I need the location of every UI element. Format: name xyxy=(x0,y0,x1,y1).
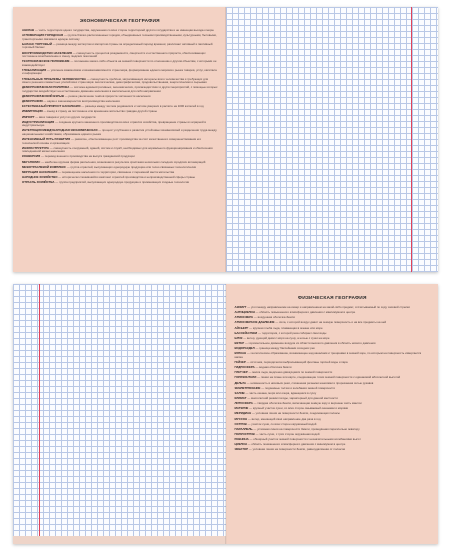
entry-definition: — граница между бассейнами соседних рек xyxy=(255,346,315,351)
entry-definition: — въезд в страну на постоянное или временное жительство граждан другой страны xyxy=(43,109,157,114)
entry-term: ГЕОГРАФИЧЕСКОЕ ПОЛОЖЕНИЕ xyxy=(22,59,70,64)
entry-definition: — разница между числом родившихся и числом умерших в расчёте на 1000 жителей в год xyxy=(81,104,204,109)
entry-definition: — водная оболочка Земли xyxy=(255,365,292,370)
list-item xyxy=(235,376,431,380)
entry-definition: — наука о закономерностях воспроизводства населения xyxy=(43,99,120,104)
entry-definition: — угол между направлением на север и направлением на какой-либо предмет, отсчитываемый по ходу часовой стрелки xyxy=(247,305,410,309)
entry-term: МЕРИДИАН xyxy=(234,411,252,416)
margin-line xyxy=(411,7,412,272)
entry-term: ВОДОРАЗДЕЛ xyxy=(234,346,255,351)
entry-definition: — разница между экспортом и импортом страны за определённый период времени; различают активный и пассивный торговый баланс xyxy=(22,41,213,50)
list-item xyxy=(235,337,431,341)
notebook-spread-bottom xyxy=(13,284,438,544)
entry-term: ПОЛУОСТРОВ xyxy=(234,431,255,436)
list-item xyxy=(235,397,431,401)
list-item xyxy=(22,129,218,136)
entry-definition: — линии на плане или карте, соединяющие точки земной поверхности с одинаковой абсолютной высотой xyxy=(257,375,401,380)
entry-definition: — группа предприятий, выпускающих однородную продукцию и применяющих сходные технологии xyxy=(55,180,190,185)
list-item xyxy=(235,321,431,325)
list-item xyxy=(22,60,218,67)
cover-edge xyxy=(13,536,226,544)
list-item xyxy=(235,347,431,351)
entry-term: АНКЛАВ xyxy=(22,28,35,32)
entry-definition: — перевод военного производства на выпуск гражданской продукции xyxy=(41,154,135,159)
entry-definition: — группа близко расположенных городов, объединённых тесными производственными, культурными, бытовыми, транспортными связями в единую систему xyxy=(22,33,217,41)
list-item xyxy=(235,306,431,310)
entry-term: КОНВЕРСИЯ xyxy=(22,154,41,159)
list-item xyxy=(22,86,218,93)
entry-term: БАССЕЙН РЕКИ xyxy=(234,330,258,335)
entry-list xyxy=(235,306,431,452)
entry-term: МЕЖОТРАСЛЕВОЙ КОМПЛЕКС xyxy=(22,164,66,169)
list-item xyxy=(22,29,218,33)
margin-line xyxy=(39,284,40,544)
list-item xyxy=(22,78,218,85)
entry-definition: — часть суши, с трёх сторон окружённая водой xyxy=(255,431,320,436)
grid-page xyxy=(13,284,226,544)
entry-term: ДЕЛЬТА xyxy=(234,380,246,385)
entry-term: РАВНИНА xyxy=(234,437,249,442)
entry-definition: — многолетний режим погоды, характерный для данной местности xyxy=(247,395,338,400)
spine-shadow xyxy=(225,284,227,544)
entry-definition: — крупный участок суши, со всех сторон омываемый океанами и морями xyxy=(249,406,349,411)
entry-definition: — система административных, экономических, пропагандистских и других мероприятий, с помощью которых государство воздействует на естественное движение населения в желательном для себя направлении xyxy=(22,85,218,93)
list-item xyxy=(22,52,218,59)
list-item xyxy=(235,418,431,422)
entry-definition: — развитие, обеспечивающее рост производства за счёт качественного совершенствования его технической основы и организации xyxy=(22,137,202,145)
entry-term: КЛИМАТ xyxy=(234,395,247,400)
list-item xyxy=(22,121,218,128)
entry-definition: — ввоз товаров и услуг из других государств xyxy=(35,114,96,119)
entry-definition: — ветер, меняющий своё направление два раза в год xyxy=(247,416,321,421)
list-item xyxy=(235,332,431,336)
list-item xyxy=(235,412,431,416)
entry-definition: — процесс углубления и развития устойчивых взаимосвязей и разделения труда между национальными хозяйствами, образование единого рынка xyxy=(22,128,217,136)
page-title: ЭКОНОМИЧЕСКАЯ ГЕОГРАФИЯ xyxy=(79,19,160,24)
list-item xyxy=(22,138,218,145)
info-content xyxy=(22,19,218,186)
entry-term: ЗЕМЛЕТРЯСЕНИЕ xyxy=(234,385,261,390)
entry-term: НАРОДНОЕ ХОЗЯЙСТВО xyxy=(22,174,58,179)
entry-term: ЛИТОСФЕРА xyxy=(234,401,253,406)
list-item xyxy=(22,181,218,185)
list-item xyxy=(235,316,431,320)
list-item xyxy=(22,69,218,76)
entry-definition: — горизонтальное движение воздуха из области высокого давления в область низкого давления xyxy=(244,340,376,345)
entry-term: МИГРАЦИЯ НАСЕЛЕНИЯ xyxy=(22,169,58,174)
entry-term: ОСТРОВ xyxy=(234,421,247,426)
entry-term: ИНТЕНСИВНЫЙ ПУТЬ РАЗВИТИЯ xyxy=(22,137,71,142)
entry-definition: — совокупность сооружений, зданий, систем и служб, необходимых для нормального функционирования и обеспечения повседневной жизни населения xyxy=(22,145,213,154)
entry-definition: — область повышенного атмосферного давления с максимумом в центре xyxy=(255,310,356,315)
entry-term: ОТРАСЛЬ ХОЗЯЙСТВА xyxy=(22,180,55,185)
entry-definition: — ветер, дующий днём с моря на сушу, а ночью с суши на море xyxy=(243,335,330,340)
entry-term: ДЕМОГРАФИЧЕСКИЙ ВЗРЫВ xyxy=(22,93,64,98)
entry-term: АЗИМУТ xyxy=(234,305,247,309)
list-item xyxy=(235,448,431,452)
entry-term: БАЛАНС ТОРГОВЫЙ xyxy=(22,41,52,46)
entry-term: АНТИЦИКЛОН xyxy=(234,310,255,315)
entry-definition: — подземные толчки и колебания земной поверхности xyxy=(261,385,336,390)
spine-shadow xyxy=(225,7,227,272)
entry-term: ГОРИЗОНТАЛИ xyxy=(234,375,257,380)
entry-definition: — условная линия на поверхности Земли, проведённая параллельно экватору xyxy=(253,426,360,431)
entry-term: ПАРАЛЛЕЛЬ xyxy=(234,426,253,431)
list-item xyxy=(235,371,431,375)
entry-definition: — совокупность процессов рождаемости, смертности и естественного прироста, обеспечивающих постоянное возобновление и смену людских поколений xyxy=(22,50,206,59)
entry-term: АТМОСФЕРНОЕ ДАВЛЕНИЕ xyxy=(234,320,275,325)
list-item xyxy=(235,392,431,396)
list-item xyxy=(235,342,431,346)
entry-definition: — участок суши, со всех сторон окружённый водой xyxy=(247,421,317,426)
entry-definition: — группа отраслей, выпускающих однородную продукцию или тесно связанных технологически xyxy=(66,164,197,169)
entry-term: МАТЕРИК xyxy=(234,406,249,411)
entry-definition: — низменность в низовьях реки, сложенная речными наносами и прорезанная сетью рукавов xyxy=(246,380,374,385)
list-item xyxy=(235,361,431,365)
entry-definition: — усиление взаимосвязи и взаимозависимости стран мира, формирование единого мирового рынка товаров, услуг, капитала и информации xyxy=(22,67,217,76)
entry-term: АЙСБЕРГ xyxy=(234,325,249,330)
entry-definition: — крупная глыба льда, плавающая в океане или море xyxy=(249,325,323,330)
list-item xyxy=(235,382,431,386)
entry-term: ГЛОБАЛИЗАЦИЯ xyxy=(22,67,47,72)
entry-term: ЗАЛИВ xyxy=(234,390,245,395)
entry-term: ИММИГРАЦИЯ xyxy=(22,109,43,114)
list-item xyxy=(22,110,218,114)
list-item xyxy=(22,43,218,50)
entry-term: ГЛЕТЧЕР xyxy=(234,370,248,375)
entry-term: БРИЗ xyxy=(234,335,243,340)
entry-definition: — источник, периодически выбрасывающий фонтаны горячей воды и пара xyxy=(246,359,348,364)
entry-term: ВОСПРОИЗВОДСТВО НАСЕЛЕНИЯ xyxy=(22,50,72,55)
entry-term: ИМПОРТ xyxy=(22,114,35,119)
notebook-spread-top xyxy=(13,7,438,272)
entry-definition: — твёрдая оболочка Земли, включающая земную кору и верхнюю часть мантии xyxy=(253,401,362,406)
entry-definition: — территория, с которой река собирает свои воды xyxy=(258,330,327,335)
entry-definition: — исторически сложившийся комплекс отраслей производства и непроизводственной сферы страны xyxy=(58,174,195,179)
list-item xyxy=(235,423,431,427)
list-item xyxy=(235,428,431,432)
list-item xyxy=(22,100,218,104)
entry-definition: — обширный участок земной поверхности с незначительными колебаниями высот xyxy=(249,437,361,442)
grid-page xyxy=(226,7,439,272)
entry-definition: — условная линия на поверхности Земли, соединяющая полюсы xyxy=(251,411,340,416)
entry-list xyxy=(22,29,218,185)
list-item xyxy=(235,387,431,391)
entry-definition: — резкое увеличение темпов прироста численности населения xyxy=(64,93,151,98)
list-item xyxy=(22,34,218,41)
entry-definition: — перемещение населения по территории, связанное с переменой места жительства xyxy=(58,169,175,174)
list-item xyxy=(22,176,218,180)
entry-term: ЭКВАТОР xyxy=(234,447,249,452)
list-item xyxy=(235,402,431,406)
list-item xyxy=(235,327,431,331)
entry-definition: — часть океана, моря или озера, вдающаяся в сушу xyxy=(245,390,317,395)
list-item xyxy=(235,366,431,370)
list-item xyxy=(22,155,218,159)
entry-term: ИНТЕГРАЦИЯ МЕЖДУНАРОДНАЯ ЭКОНОМИЧЕСКАЯ xyxy=(22,128,98,133)
list-item xyxy=(235,311,431,315)
entry-definition: — сила, с которой воздух давит на земную поверхность и на все предметы на ней xyxy=(275,320,387,325)
list-item xyxy=(22,166,218,170)
info-page-economic-geography xyxy=(13,7,226,272)
page-title: ФИЗИЧЕСКАЯ ГЕОГРАФИЯ xyxy=(297,296,367,301)
entry-term: МУССОН xyxy=(234,416,248,421)
entry-term: ГЛОБАЛЬНЫЕ ПРОБЛЕМЫ ЧЕЛОВЕЧЕСТВА xyxy=(22,76,86,81)
entry-definition: — совокупность проблем, затрагивающих интересы всего человечества и требующих для своего решения совместных усилий всех стран мира: экологическая, демографическая, продовольственная, энергетическая и сырьевая xyxy=(22,76,209,85)
list-item xyxy=(235,407,431,411)
entry-term: ГЕЙЗЕР xyxy=(234,359,246,364)
list-item xyxy=(22,171,218,175)
entry-definition: — геологическое образование, возникающее над каналами и трещинами в земной коре, по которым на поверхность извергается магма xyxy=(234,351,422,359)
entry-term: АТМОСФЕРА xyxy=(234,315,254,320)
entry-term: ВЕТЕР xyxy=(234,340,245,345)
entry-term: ВУЛКАН xyxy=(234,351,247,356)
info-page-physical-geography xyxy=(226,284,439,544)
entry-term: ДЕМОГРАФИЯ xyxy=(22,99,43,104)
entry-term: ИНФРАСТРУКТУРА xyxy=(22,145,49,150)
list-item xyxy=(235,433,431,437)
entry-term: ЕСТЕСТВЕННЫЙ ПРИРОСТ НАСЕЛЕНИЯ xyxy=(22,104,81,109)
entry-term: ДЕМОГРАФИЧЕСКАЯ ПОЛИТИКА xyxy=(22,85,70,90)
entry-definition: — область пониженного атмосферного давления с минимумом в центре xyxy=(247,442,346,447)
list-item xyxy=(22,161,218,165)
list-item xyxy=(22,147,218,154)
entry-term: ГИДРОСФЕРА xyxy=(234,365,255,370)
list-item xyxy=(22,95,218,99)
list-item xyxy=(235,352,431,359)
entry-definition: — условная линия на поверхности Земли, равноудалённая от полюсов xyxy=(248,447,345,452)
entry-definition: — наиболее крупная форма расселения, возникшая в результате срастания нескольких соседних городских агломераций xyxy=(41,159,206,164)
list-item xyxy=(22,116,218,120)
entry-term: ЦИКЛОН xyxy=(234,442,247,447)
entry-term: АГЛОМЕРАЦИЯ ГОРОДСКАЯ xyxy=(22,33,64,38)
info-content xyxy=(235,296,431,453)
entry-definition: — масса льда, медленно движущаяся по земной поверхности xyxy=(248,370,333,375)
entry-definition: — положение какого-либо объекта на земной поверхности по отношению к другим объектам, с которыми он взаимодействует xyxy=(22,59,217,67)
list-item xyxy=(235,443,431,447)
list-item xyxy=(235,438,431,442)
entry-term: ИНДУСТРИАЛИЗАЦИЯ xyxy=(22,119,55,124)
entry-term: МЕГАПОЛИС xyxy=(22,159,41,164)
list-item xyxy=(22,105,218,109)
entry-definition: — часть территории одного государства, окруженная со всех сторон территорией другого государства и не имеющая выхода к морю xyxy=(34,28,214,32)
entry-definition: — создание крупного машинного производства во всех отраслях хозяйства, превращение страны из аграрной в индустриальную xyxy=(22,119,206,128)
entry-definition: — воздушная оболочка Земли xyxy=(253,315,295,320)
